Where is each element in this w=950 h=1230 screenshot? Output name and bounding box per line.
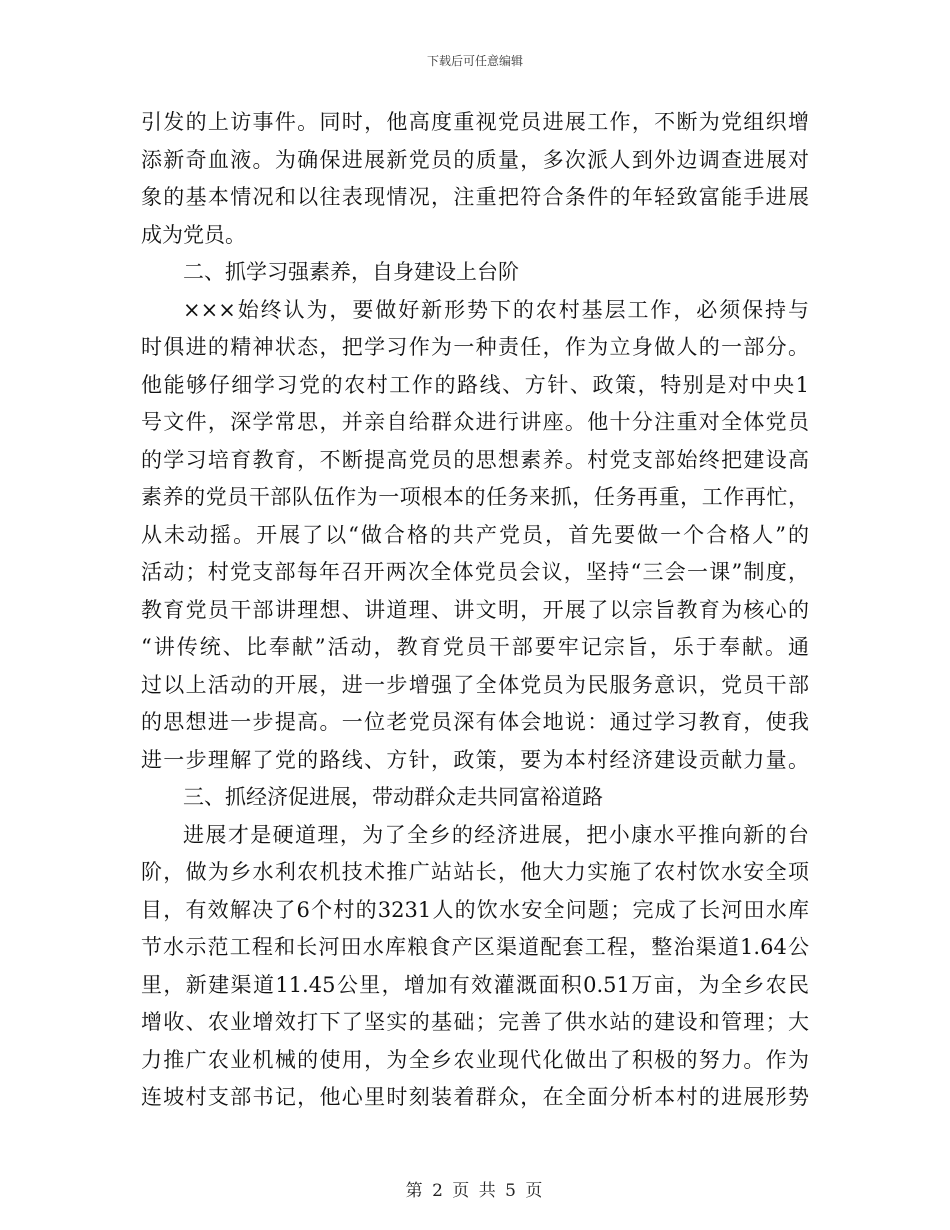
body-line: ×××始终认为，要做好新形势下的农村基层工作，必须保持与 [183,297,809,322]
body-line: 引发的上访事件。同时，他高度重视党员进展工作，不断为党组织增 [141,110,809,134]
body-line: 增收、农业增效打下了坚实的基础；完善了供水站的建设和管理；大 [141,1010,809,1034]
body-line: 添新奇血液。为确保进展新党员的质量，多次派人到外边调查进展对 [141,147,809,172]
body-line: 的学习培育教育，不断提高党员的思想素养。村党支部始终把建设高 [141,447,809,472]
body-line: 他能够仔细学习党的农村工作的路线、方针、政策，特别是对中央1 [141,372,809,397]
body-line: 活动；村党支部每年召开两次全体党员会议，坚持“三会一课”制度， [141,560,809,584]
body-line: “讲传统、比奉献”活动，教育党员干部要牢记宗旨，乐于奉献。通 [141,635,809,659]
page-header-note: 下载后可任意编辑 [426,54,523,68]
body-line: 从未动摇。开展了以“做合格的共产党员，首先要做一个合格人”的 [141,522,809,547]
document-body [141,104,809,1117]
body-line: 成为党员。 [141,222,246,247]
body-line: 素养的党员干部队伍作为一项根本的任务来抓，任务再重，工作再忙， [141,485,809,509]
page-number: 第 2 页 共 5 页 [405,1181,545,1201]
body-line: 力推广农业机械的使用，为全乡农业现代化做出了积极的努力。作为 [141,1047,809,1072]
body-line: 目，有效解决了6个村的3231人的饮水安全问题；完成了长河田水库 [141,897,809,922]
body-line: 时俱进的精神状态，把学习作为一种责任，作为立身做人的一部分。 [141,335,809,359]
body-line: 里，新建渠道11.45公里，增加有效灌溉面积0.51万亩，为全乡农民 [141,972,809,997]
body-line: 的思想进一步提高。一位老党员深有体会地说：通过学习教育，使我 [141,710,809,734]
section-heading: 二、抓学习强素养，自身建设上台阶 [183,260,519,284]
body-line: 进一步理解了党的路线、方针，政策，要为本村经济建设贡献力量。 [141,747,809,772]
body-line: 节水示范工程和长河田水库粮食产区渠道配套工程，整治渠道1.64公 [141,935,809,959]
body-line: 连坡村支部书记，他心里时刻装着群众，在全面分析本村的进展形势 [141,1085,809,1109]
body-line: 象的基本情况和以往表现情况，注重把符合条件的年轻致富能手进展 [141,185,809,209]
body-line: 过以上活动的开展，进一步增强了全体党员为民服务意识，党员干部 [141,672,809,697]
body-line: 号文件，深学常思，并亲自给群众进行讲座。他十分注重对全体党员 [141,410,809,434]
body-line: 进展才是硬道理，为了全乡的经济进展，把小康水平推向新的台 [183,822,809,847]
body-line: 教育党员干部讲理想、讲道理、讲文明，开展了以宗旨教育为核心的 [141,597,809,622]
section-heading: 三、抓经济促进展，带动群众走共同富裕道路 [183,785,603,809]
body-line: 阶，做为乡水利农机技术推广站站长，他大力实施了农村饮水安全项 [141,860,809,884]
